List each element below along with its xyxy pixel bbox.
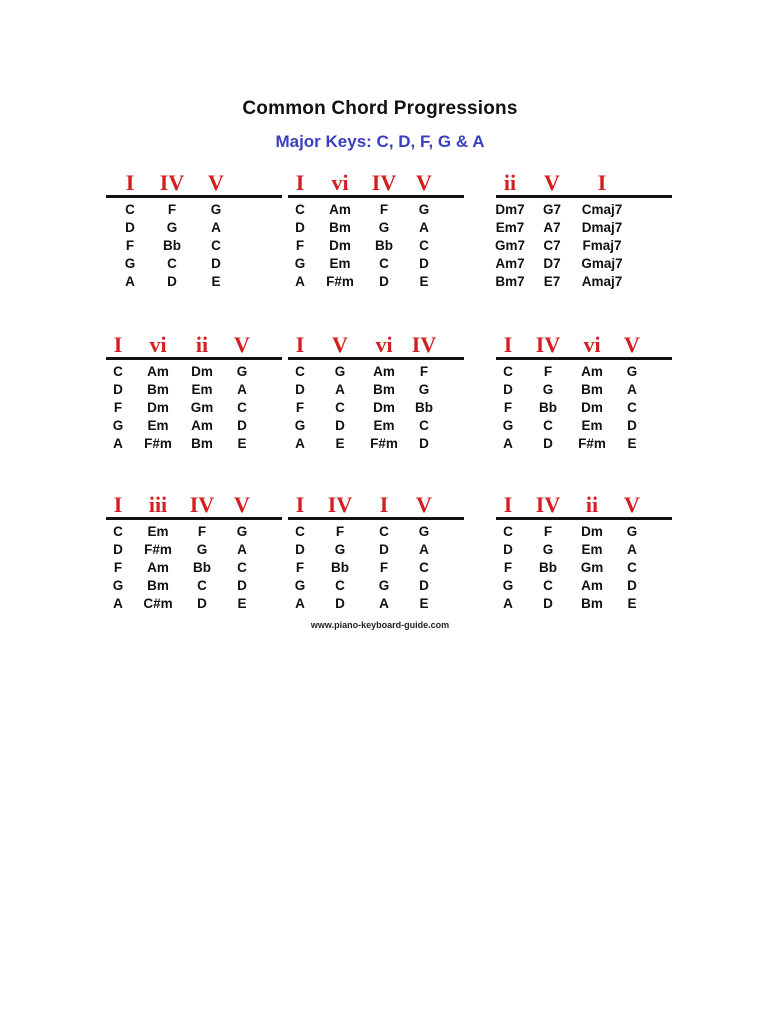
chord-cell: Bm [581, 596, 603, 611]
chord-cell: C [295, 364, 305, 379]
chord-row [282, 220, 462, 238]
progression-block [490, 170, 670, 300]
chord-cell: Gmaj7 [581, 256, 623, 271]
chord-cell: E [237, 436, 247, 451]
progression-block [490, 492, 670, 622]
chord-cell: E [627, 436, 637, 451]
chord-cell: D [211, 256, 221, 271]
progression-block [282, 170, 462, 300]
roman-numeral-header [282, 492, 462, 516]
roman-numeral-header [490, 332, 670, 356]
chord-cell: D [237, 418, 247, 433]
chord-cell: F [379, 560, 389, 575]
progression-block [282, 332, 462, 462]
footer-url: www.piano-keyboard-guide.com [310, 620, 450, 630]
chord-row [100, 560, 280, 578]
chord-row [282, 418, 462, 436]
chord-cell: C [113, 524, 123, 539]
chord-cell: D [419, 256, 429, 271]
page-title: Common Chord Progressions [242, 98, 518, 119]
chord-row [100, 578, 280, 596]
chord-cell: Fmaj7 [582, 238, 622, 253]
chord-cell: F#m [144, 542, 172, 557]
chord-cell: C [197, 578, 207, 593]
chord-cell: Am [373, 364, 395, 379]
chord-cell: Bm [581, 382, 603, 397]
chord-cell: Bb [193, 560, 211, 575]
chord-row [490, 256, 670, 274]
chord-cell: G [502, 578, 514, 593]
chord-row [100, 596, 280, 614]
roman-numeral: I [295, 170, 305, 195]
chord-cell: A [419, 542, 429, 557]
roman-numeral: IV [535, 492, 561, 517]
chord-cell: G [294, 418, 306, 433]
chord-row [490, 418, 670, 436]
roman-numeral: V [332, 332, 348, 357]
chord-cell: C [295, 524, 305, 539]
chord-cell: D [335, 596, 345, 611]
roman-numeral: V [624, 332, 640, 357]
chord-cell: E [237, 596, 247, 611]
chord-cell: G [542, 382, 554, 397]
chord-table [100, 524, 280, 614]
roman-numeral: I [503, 492, 513, 517]
chord-cell: D [295, 382, 305, 397]
chord-row [490, 436, 670, 454]
chord-row [490, 560, 670, 578]
chord-cell: C [113, 364, 123, 379]
chord-cell: Bb [163, 238, 181, 253]
chord-cell: G [236, 364, 248, 379]
chord-row [490, 524, 670, 542]
roman-numeral: ii [503, 170, 517, 195]
chord-cell: D [379, 274, 389, 289]
chord-row [490, 542, 670, 560]
chord-cell: D [627, 578, 637, 593]
chord-cell: C [627, 560, 637, 575]
chord-cell: F [335, 524, 345, 539]
chord-row [282, 274, 462, 292]
roman-numeral-header [100, 170, 280, 194]
chord-row [490, 400, 670, 418]
roman-numeral: V [416, 170, 432, 195]
chord-cell: G [542, 542, 554, 557]
chord-cell: Em [191, 382, 213, 397]
chord-row [100, 364, 280, 382]
chord-cell: D [503, 382, 513, 397]
header-rule [496, 195, 672, 198]
chord-cell: Bm [147, 382, 169, 397]
roman-numeral: ii [585, 492, 599, 517]
chord-cell: Dm [329, 238, 351, 253]
chord-cell: C [379, 256, 389, 271]
chord-cell: A [237, 542, 247, 557]
header-rule [106, 517, 282, 520]
chord-cell: A7 [543, 220, 561, 235]
chord-cell: D [543, 436, 553, 451]
chord-cell: Dm7 [495, 202, 525, 217]
chord-cell: G [124, 256, 136, 271]
chord-cell: C [237, 560, 247, 575]
chord-cell: D [197, 596, 207, 611]
chord-cell: Bm [147, 578, 169, 593]
chord-cell: F#m [370, 436, 398, 451]
roman-numeral: V [416, 492, 432, 517]
chord-cell: C [543, 418, 553, 433]
chord-cell: F [503, 560, 513, 575]
chord-cell: D [237, 578, 247, 593]
chord-cell: A [125, 274, 135, 289]
roman-numeral: I [295, 332, 305, 357]
roman-numeral: I [597, 170, 607, 195]
chord-cell: D [113, 542, 123, 557]
chord-cell: C [167, 256, 177, 271]
chord-cell: F [295, 238, 305, 253]
chord-row [282, 202, 462, 220]
chord-cell: E [419, 274, 429, 289]
roman-numeral: V [544, 170, 560, 195]
chord-cell: Em [581, 542, 603, 557]
page-subtitle: Major Keys: C, D, F, G & A [275, 132, 485, 151]
chord-cell: Em [147, 418, 169, 433]
chord-cell: A [335, 382, 345, 397]
chord-cell: A [503, 436, 513, 451]
chord-cell: G [294, 256, 306, 271]
chord-cell: G [378, 220, 390, 235]
progression-block [490, 332, 670, 462]
chord-cell: C [379, 524, 389, 539]
chord-cell: D [419, 436, 429, 451]
chord-table [282, 202, 462, 292]
chord-cell: E7 [543, 274, 561, 289]
chord-table [100, 202, 280, 292]
chord-cell: A [419, 220, 429, 235]
chord-cell: D [503, 542, 513, 557]
progression-block [100, 492, 280, 622]
chord-table [490, 524, 670, 614]
chord-cell: C [211, 238, 221, 253]
chord-cell: Bb [415, 400, 433, 415]
chord-cell: Bm7 [495, 274, 525, 289]
chord-row [282, 400, 462, 418]
chord-row [490, 220, 670, 238]
chord-cell: C#m [143, 596, 173, 611]
chord-cell: Em [329, 256, 351, 271]
chord-cell: G [626, 364, 638, 379]
chord-cell: F [543, 364, 553, 379]
progression-block [282, 492, 462, 622]
chord-cell: Bm [191, 436, 213, 451]
chord-cell: A [113, 436, 123, 451]
header-rule [496, 517, 672, 520]
chord-cell: Em [147, 524, 169, 539]
roman-numeral: ii [195, 332, 209, 357]
roman-numeral: I [113, 492, 123, 517]
chord-cell: A [295, 596, 305, 611]
chord-table [282, 364, 462, 454]
roman-numeral: IV [411, 332, 437, 357]
chord-cell: E [211, 274, 221, 289]
chord-cell: Am [191, 418, 213, 433]
chord-cell: F [295, 560, 305, 575]
chord-cell: E [419, 596, 429, 611]
chord-cell: G [196, 542, 208, 557]
chord-row [282, 596, 462, 614]
roman-numeral: IV [327, 492, 353, 517]
chord-cell: G [236, 524, 248, 539]
chord-cell: D [419, 578, 429, 593]
chord-row [282, 256, 462, 274]
chord-cell: Am [147, 560, 169, 575]
chord-row [100, 418, 280, 436]
chord-cell: Dm [373, 400, 395, 415]
chord-cell: F#m [326, 274, 354, 289]
chord-cell: A [379, 596, 389, 611]
roman-numeral: I [379, 492, 389, 517]
chord-cell: Gm [580, 560, 604, 575]
chord-cell: Bm [373, 382, 395, 397]
header-rule [106, 357, 282, 360]
chord-row [100, 400, 280, 418]
chord-cell: D [295, 220, 305, 235]
chord-cell: G [502, 418, 514, 433]
chord-cell: F [503, 400, 513, 415]
chord-cell: G [334, 364, 346, 379]
chord-cell: Dm [581, 400, 603, 415]
chord-cell: G7 [542, 202, 562, 217]
chord-cell: G [418, 524, 430, 539]
chord-row [100, 542, 280, 560]
chord-cell: A [295, 274, 305, 289]
chord-cell: F [197, 524, 207, 539]
roman-numeral: I [125, 170, 135, 195]
chord-cell: D [167, 274, 177, 289]
chord-row [100, 274, 280, 292]
roman-numeral: I [295, 492, 305, 517]
roman-numeral: V [208, 170, 224, 195]
chord-cell: Amaj7 [581, 274, 623, 289]
chord-cell: C [503, 524, 513, 539]
chord-cell: A [237, 382, 247, 397]
chord-cell: C [419, 418, 429, 433]
roman-numeral-header [100, 492, 280, 516]
chord-row [490, 596, 670, 614]
chord-cell: Dm [191, 364, 213, 379]
header-rule [288, 195, 464, 198]
chord-cell: Dm [581, 524, 603, 539]
chord-cell: Em7 [495, 220, 525, 235]
chord-cell: Em [373, 418, 395, 433]
chord-cell: D [335, 418, 345, 433]
chord-cell: G [112, 578, 124, 593]
chord-row [490, 202, 670, 220]
chord-cell: D7 [543, 256, 561, 271]
roman-numeral-header [100, 332, 280, 356]
header-rule [496, 357, 672, 360]
chord-cell: Bb [331, 560, 349, 575]
roman-numeral: I [113, 332, 123, 357]
chord-cell: G [378, 578, 390, 593]
roman-numeral-header [282, 170, 462, 194]
chord-row [100, 238, 280, 256]
chord-cell: Am [581, 364, 603, 379]
chord-cell: Bb [539, 400, 557, 415]
chord-cell: F#m [144, 436, 172, 451]
roman-numeral: IV [535, 332, 561, 357]
chord-cell: G [166, 220, 178, 235]
chord-cell: G [418, 202, 430, 217]
chord-cell: D [379, 542, 389, 557]
chord-cell: C [543, 578, 553, 593]
chord-cell: C [335, 400, 345, 415]
roman-numeral: IV [371, 170, 397, 195]
chord-cell: Am [581, 578, 603, 593]
roman-numeral: vi [583, 332, 601, 357]
chord-cell: F#m [578, 436, 606, 451]
chord-cell: C7 [543, 238, 561, 253]
chord-cell: A [295, 436, 305, 451]
header-rule [288, 517, 464, 520]
chord-cell: Am [329, 202, 351, 217]
chord-cell: A [211, 220, 221, 235]
roman-numeral-header [282, 332, 462, 356]
chord-cell: C [335, 578, 345, 593]
chord-cell: F [167, 202, 177, 217]
chord-row [282, 560, 462, 578]
chord-cell: A [113, 596, 123, 611]
chord-cell: Dm [147, 400, 169, 415]
roman-numeral: V [234, 492, 250, 517]
chord-row [282, 436, 462, 454]
chord-cell: A [503, 596, 513, 611]
roman-numeral: vi [331, 170, 349, 195]
chord-table [490, 364, 670, 454]
header-rule [288, 357, 464, 360]
chord-cell: D [113, 382, 123, 397]
chord-cell: C [125, 202, 135, 217]
chord-cell: A [627, 542, 637, 557]
chord-cell: D [295, 542, 305, 557]
chord-cell: Am [147, 364, 169, 379]
progression-block [100, 170, 280, 300]
chord-row [100, 524, 280, 542]
chord-table [490, 202, 670, 292]
chord-cell: F [125, 238, 135, 253]
roman-numeral: vi [149, 332, 167, 357]
chord-row [100, 220, 280, 238]
chord-cell: F [113, 560, 123, 575]
roman-numeral-header [490, 492, 670, 516]
chord-row [490, 238, 670, 256]
chord-cell: Am7 [495, 256, 525, 271]
roman-numeral: IV [189, 492, 215, 517]
chord-row [100, 256, 280, 274]
chord-cell: Bb [539, 560, 557, 575]
chord-cell: E [335, 436, 345, 451]
roman-numeral: iii [148, 492, 168, 517]
chord-cell: C [627, 400, 637, 415]
chord-row [490, 364, 670, 382]
chord-cell: C [237, 400, 247, 415]
roman-numeral: V [624, 492, 640, 517]
chord-cell: F [295, 400, 305, 415]
chord-cell: G [210, 202, 222, 217]
chord-row [490, 578, 670, 596]
header-rule [106, 195, 282, 198]
roman-numeral: V [234, 332, 250, 357]
chord-cell: Em [581, 418, 603, 433]
chord-row [100, 436, 280, 454]
chord-cell: G [334, 542, 346, 557]
chord-cell: C [503, 364, 513, 379]
chord-row [490, 382, 670, 400]
chord-cell: C [295, 202, 305, 217]
chord-cell: Dmaj7 [581, 220, 623, 235]
chord-cell: D [627, 418, 637, 433]
chord-cell: G [626, 524, 638, 539]
chord-cell: C [419, 560, 429, 575]
chord-row [282, 364, 462, 382]
chord-row [282, 524, 462, 542]
chord-cell: G [294, 578, 306, 593]
chord-row [100, 382, 280, 400]
roman-numeral: vi [375, 332, 393, 357]
chord-cell: Gm [190, 400, 214, 415]
chord-cell: Cmaj7 [581, 202, 623, 217]
chord-cell: F [113, 400, 123, 415]
roman-numeral: IV [159, 170, 185, 195]
roman-numeral: I [503, 332, 513, 357]
chord-cell: D [125, 220, 135, 235]
chord-table [100, 364, 280, 454]
chord-cell: E [627, 596, 637, 611]
chord-cell: D [543, 596, 553, 611]
chord-cell: F [543, 524, 553, 539]
chord-row [490, 274, 670, 292]
chord-cell: Bb [375, 238, 393, 253]
chord-table [282, 524, 462, 614]
chord-cell: G [418, 382, 430, 397]
chord-cell: Bm [329, 220, 351, 235]
chord-cell: A [627, 382, 637, 397]
chord-row [282, 382, 462, 400]
chord-cell: F [379, 202, 389, 217]
chord-chart-sheet [88, 90, 672, 638]
chord-cell: C [419, 238, 429, 253]
chord-cell: F [419, 364, 429, 379]
chord-row [282, 542, 462, 560]
chord-row [100, 202, 280, 220]
progression-block [100, 332, 280, 462]
chord-cell: G [112, 418, 124, 433]
chord-cell: Gm7 [494, 238, 526, 253]
chord-row [282, 238, 462, 256]
roman-numeral-header [490, 170, 670, 194]
chord-row [282, 578, 462, 596]
